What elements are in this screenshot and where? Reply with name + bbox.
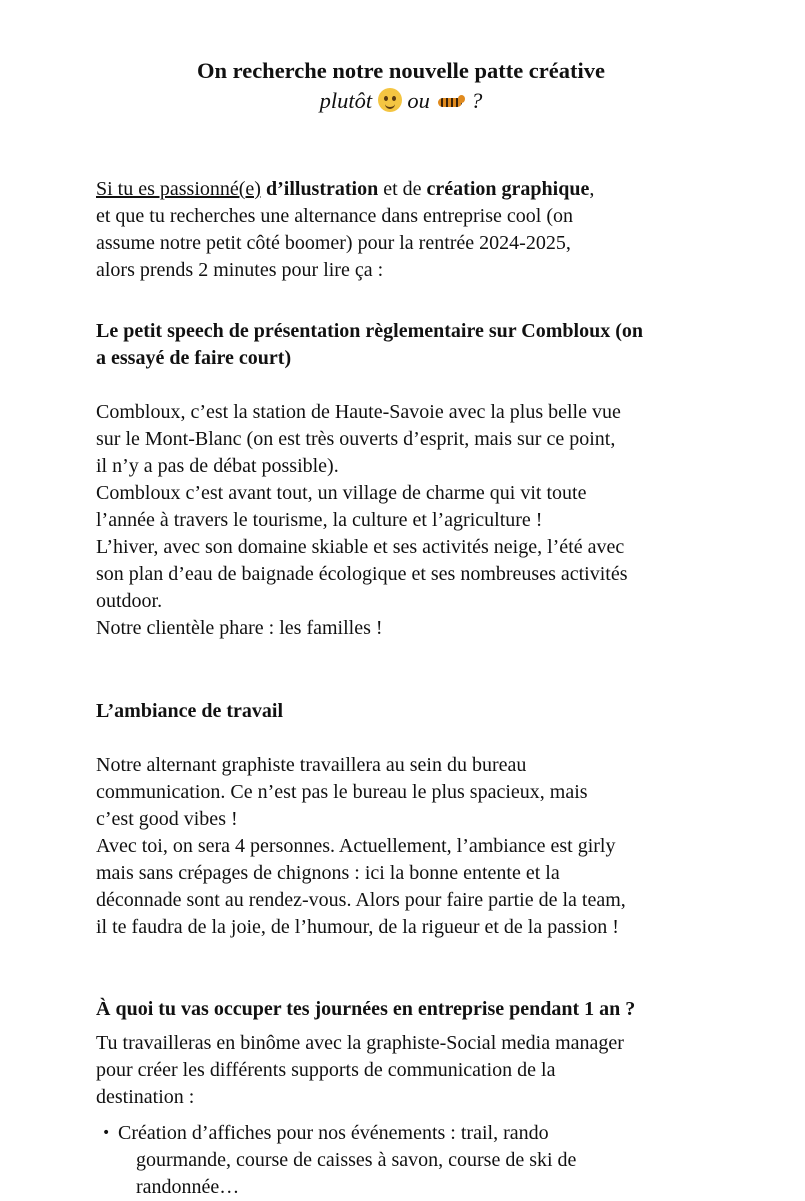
intro-paragraph — [96, 176, 736, 284]
title-sub — [96, 86, 706, 116]
section-1-paragraph — [96, 399, 736, 642]
intro-comma: , — [589, 178, 595, 200]
intro-line-2: et que tu recherches une alternance dans entreprise cool (on — [96, 205, 573, 227]
bullet-icon: • — [102, 1125, 111, 1141]
section-1-line: il n’y a pas de débat possible). — [96, 455, 339, 477]
section-3-line: Tu travailleras en binôme avec la graphiste-Social media manager — [96, 1032, 624, 1054]
intro-line-3: assume notre petit côté boomer) pour la rentrée 2024-2025, — [96, 232, 571, 254]
title-sub-prefix: plutôt — [319, 88, 373, 113]
section-3-line: pour créer les différents supports de communication de la — [96, 1059, 556, 1081]
title-main: On recherche notre nouvelle patte créative — [196, 58, 605, 83]
intro-underlined: Si tu es passionné(e) — [96, 178, 261, 200]
section-1-heading — [96, 318, 736, 372]
section-1-line: outdoor. — [96, 590, 163, 612]
section-2-line: déconnade sont au rendez-vous. Alors pour faire partie de la team, — [96, 889, 626, 911]
section-1-line: Combloux, c’est la station de Haute-Savoie avec la plus belle vue — [96, 401, 621, 423]
section-3-heading: À quoi tu vas occuper tes journées en entreprise pendant 1 an ? — [96, 998, 636, 1020]
section-2-line: c’est good vibes ! — [96, 808, 238, 830]
intro-line-4: alors prends 2 minutes pour lire ça : — [96, 259, 384, 281]
cat-face-icon — [378, 88, 402, 112]
tasks-list — [102, 1120, 728, 1201]
section-1-line: son plan d’eau de baignade écologique et ses nombreuses activités — [96, 563, 628, 585]
section-1-line: sur le Mont-Blanc (on est très ouverts d’esprit, mais sur ce point, — [96, 428, 616, 450]
title-sub-or: ou — [407, 88, 430, 113]
section-2-line: Avec toi, on sera 4 personnes. Actuellement, l’ambiance est girly — [96, 835, 616, 857]
page-title — [96, 56, 706, 116]
section-2-paragraph — [96, 752, 736, 941]
section-1-line: L’hiver, avec son domaine skiable et ses activités neige, l’été avec — [96, 536, 625, 558]
tiger-icon — [436, 93, 466, 111]
section-2-line: Notre alternant graphiste travaillera au sein du bureau — [96, 754, 527, 776]
section-1-line: Combloux c’est avant tout, un village de charme qui vit toute — [96, 482, 587, 504]
list-item-line-3: randonnée… — [136, 1176, 240, 1198]
list-item — [102, 1120, 728, 1201]
title-sub-suffix: ? — [471, 88, 483, 113]
section-1-line: l’année à travers le tourisme, la culture et l’agriculture ! — [96, 509, 543, 531]
section-2-heading: L’ambiance de travail — [96, 700, 284, 722]
list-item-line-1: Création d’affiches pour nos événements : trail, rando — [118, 1122, 549, 1144]
section-3-paragraph — [96, 1030, 736, 1111]
section-3-line: destination : — [96, 1086, 195, 1108]
section-1-heading-line-2: a essayé de faire court) — [96, 347, 292, 369]
list-item-line-2: gourmande, course de caisses à savon, course de ski de — [136, 1149, 577, 1171]
intro-mid: et de — [383, 178, 422, 200]
section-2-line: mais sans crépages de chignons : ici la bonne entente et la — [96, 862, 560, 884]
section-2-line: il te faudra de la joie, de l’humour, de la rigueur et de la passion ! — [96, 916, 619, 938]
intro-bold-illustration: d’illustration — [265, 178, 379, 200]
intro-bold-creation: création graphique — [426, 178, 590, 200]
section-1-heading-line-1: Le petit speech de présentation règlementaire sur Combloux (on — [96, 320, 643, 342]
intro-line-1 — [96, 176, 736, 203]
section-2-line: communication. Ce n’est pas le bureau le plus spacieux, mais — [96, 781, 588, 803]
section-1-line: Notre clientèle phare : les familles ! — [96, 617, 383, 639]
